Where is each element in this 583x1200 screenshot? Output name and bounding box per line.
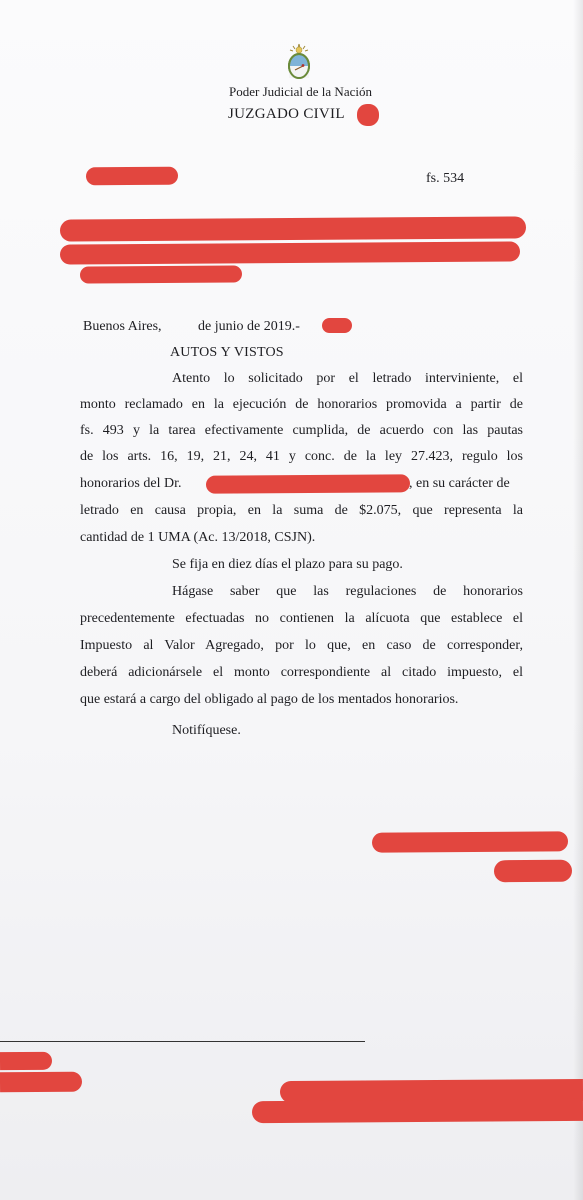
body-line: honorarios del Dr. xyxy=(80,476,182,491)
body-line: que estará a cargo del obligado al pago de los mentados honorarios. xyxy=(80,692,459,707)
divider-line xyxy=(0,1041,365,1042)
redaction-caption-line-3 xyxy=(80,265,242,283)
body-line: Impuesto al Valor Agregado, por lo que, en caso de corresponder, xyxy=(80,638,523,653)
body-line: fs. 493 y la tarea efectivamente cumplida, de acuerdo con las pautas xyxy=(80,423,523,438)
body-line: letrado en causa propia, en la suma de $2.075, que representa la xyxy=(80,503,523,518)
page-edge-shadow xyxy=(573,0,583,1200)
redaction-caption-line-2 xyxy=(60,241,520,264)
redaction-case-number xyxy=(86,167,178,186)
body-line: deberá adicionársele el monto correspondiente al citado impuesto, el xyxy=(80,665,523,680)
body-line: de los arts. 16, 19, 21, 24, 41 y conc. de la ley 27.423, regulo los xyxy=(80,449,523,464)
redaction-caption-line-1 xyxy=(60,216,526,241)
body-line: cantidad de 1 UMA (Ac. 13/2018, CSJN). xyxy=(80,530,316,545)
national-seal-icon xyxy=(283,42,315,82)
heading: AUTOS Y VISTOS xyxy=(170,345,284,360)
body-line: Atento lo solicitado por el letrado interviniente, el xyxy=(172,371,523,386)
redaction-date-day xyxy=(322,318,352,333)
date: de junio de 2019.- xyxy=(198,319,300,334)
redaction-footer-1 xyxy=(0,1052,52,1070)
redaction-lawyer-name xyxy=(206,474,410,493)
institution-name: Poder Judicial de la Nación xyxy=(229,84,372,99)
body-line: Notifíquese. xyxy=(172,723,241,738)
court-name: JUZGADO CIVIL xyxy=(228,106,345,122)
redaction-court-number xyxy=(357,104,379,126)
folio-number: fs. 534 xyxy=(426,171,465,186)
body-line: monto reclamado en la ejecución de honorarios promovida a partir de xyxy=(80,397,523,412)
body-line: Se fija en diez días el plazo para su pago. xyxy=(172,557,403,572)
redaction-footer-2 xyxy=(0,1072,82,1093)
place: Buenos Aires, xyxy=(83,319,162,334)
redaction-signature-2 xyxy=(494,860,572,883)
body-line: precedentemente efectuadas no contienen la alícuota que establece el xyxy=(80,611,523,626)
body-line: , en su carácter de xyxy=(409,476,510,491)
body-line: Hágase saber que las regulaciones de honorarios xyxy=(172,584,523,599)
redaction-signature-1 xyxy=(372,831,568,852)
redaction-footer-4 xyxy=(252,1099,583,1123)
